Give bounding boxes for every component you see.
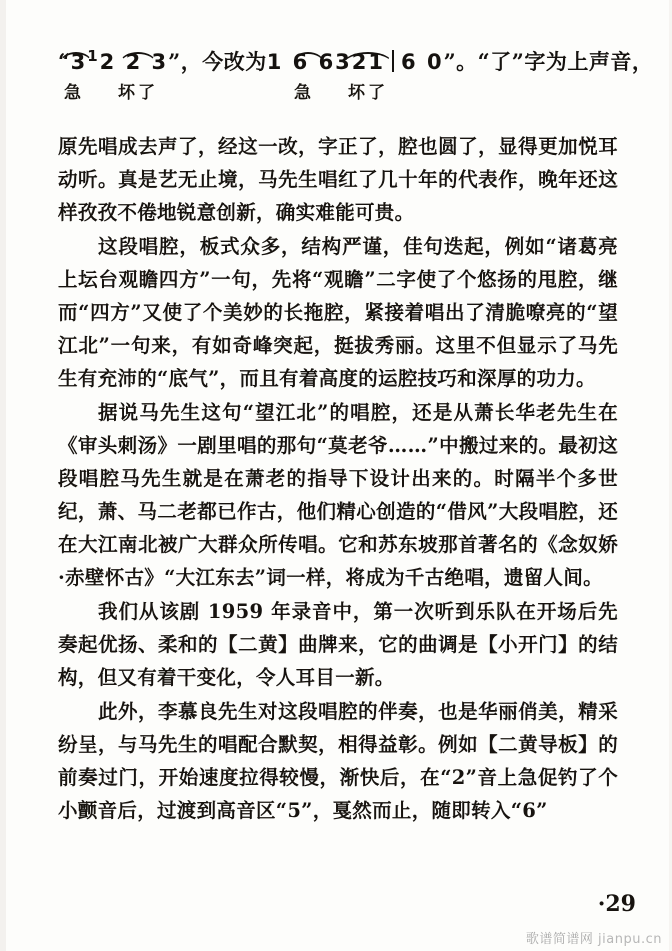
notation-phrase-1: $3^12$ 2 3: [70, 47, 169, 74]
notation-block: [58, 46, 654, 124]
page-number-value: 29: [605, 891, 636, 917]
quote-close-2: ”。“: [443, 49, 491, 74]
lyric-right-2: 坏了: [348, 83, 388, 103]
watermark: [526, 928, 662, 947]
lyric-row: [58, 78, 618, 104]
page-content: [58, 46, 654, 828]
watermark-text: 歌谱简谱网: [525, 932, 594, 947]
page-number-prefix: ·: [597, 891, 606, 917]
lyric-left-1: 急: [64, 83, 84, 103]
watermark-site: jianpu.cn: [598, 932, 662, 947]
lyric-right-1: 急: [294, 83, 314, 103]
paragraph: 此外，李慕良先生对这段唱腔的伴奏，也是华丽俏美，精采纷呈，与马先生的唱配合默契，相得益彰。例如【二黄导板】的前奏过门，开始速度拉得较慢，渐快后，在“2”音上急促钓了个小颤音后，过渡到高音区“5”，戛然而止，随即转入“6”: [58, 700, 618, 822]
notation-phrase-2: 1 6 6321: [266, 50, 386, 74]
quote-close-1: ”，: [168, 49, 203, 74]
paragraph: 原先唱成去声了，经这一改，字正了，腔也圆了，显得更加悦耳动听。真是艺无止境，马先生唱红了几十年的代表作，晚年还这样孜孜不倦地锐意创新，确实难能可贵。: [58, 135, 618, 224]
notation-middle-text: 今改为: [202, 49, 267, 74]
paragraph: 据说马先生这句“望江北”的唱腔，还是从萧长华老先生在《审头刺汤》一剧里唱的那句“莫老爷……”中搬过来的。最初这段唱腔马先生就是在萧老的指导下设计出来的。时隔半个多世纪，萧、马二老都已作古，他们精心创造的“借风”大段唱腔，还在大江南北被广大群众所传唱。它和苏东坡那首著名的《念奴娇·赤壁怀古》“大江东去”词一样，将成为千古绝唱，遗留人间。: [58, 401, 618, 589]
lyric-left-2: 坏了: [118, 83, 158, 103]
notation-superscript: 1: [87, 47, 100, 65]
notation-phrase-3: 6 0: [401, 50, 444, 74]
paragraph: 这段唱腔，板式众多，结构严谨，佳句迭起，例如“诸葛亮上坛台观瞻四方”一句，先将“观瞻”二字使了个悠扬的甩腔，继而“四方”又使了个美妙的长拖腔，紧接着唱出了清脆嘹亮的“望江北”一句来，有如奇峰突起，挺拔秀丽。这里不但显示了马先生有充沛的“底气”，而且有着高度的运腔技巧和深厚的功力。: [58, 235, 618, 390]
quote-open: “: [58, 49, 71, 74]
page-number: [598, 891, 636, 917]
notation-tail-text: 了”字为上声音，: [490, 49, 654, 74]
barline: [392, 50, 394, 72]
paragraph: 我们从该剧 1959 年录音中，第一次听到乐队在开场后先奏起优扬、柔和的【二黄】曲牌来，它的曲调是【小开门】的结构，但又有着干变化，令人耳目一新。: [58, 600, 618, 689]
